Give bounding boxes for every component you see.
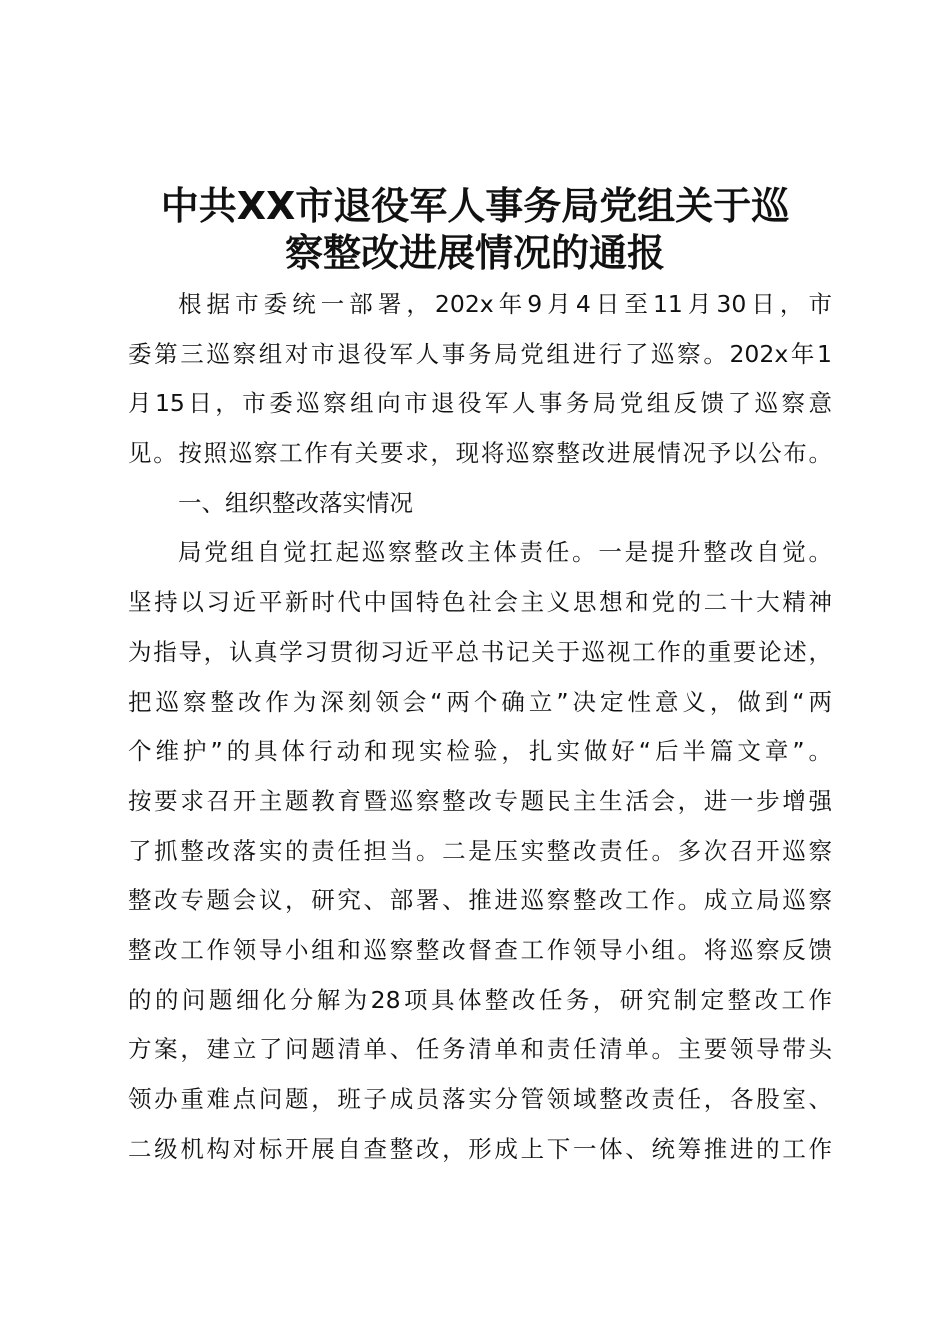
paragraph-line: 整改专题会议，研究、部署、推进巡察整改工作。成立局巡察 xyxy=(128,886,832,915)
paragraph-line: 根据市委统一部署，202x年9月4日至11月30日，市 xyxy=(178,290,832,318)
paragraph-line: 方案，建立了问题清单、任务清单和责任清单。主要领导带头 xyxy=(128,1035,832,1064)
paragraph-line: 整改工作领导小组和巡察整改督查工作领导小组。将巡察反馈 xyxy=(128,935,832,964)
paragraph-line: 二级机构对标开展自查整改，形成上下一体、统筹推进的工作 xyxy=(128,1134,832,1163)
paragraph-line: 按要求召开主题教育暨巡察整改专题民主生活会，进一步增强 xyxy=(128,786,832,815)
paragraph-line: 见。按照巡察工作有关要求，现将巡察整改进展情况予以公布。 xyxy=(128,439,832,468)
document-title xyxy=(100,183,850,277)
paragraph-line: 个维护”的具体行动和现实检验，扎实做好“后半篇文章”。 xyxy=(128,737,832,766)
paragraph-line: 委第三巡察组对市退役军人事务局党组进行了巡察。202x年1 xyxy=(128,339,832,368)
document-body xyxy=(128,280,832,1174)
paragraph-line: 把巡察整改作为深刻领会“两个确立”决定性意义，做到“两 xyxy=(128,687,832,716)
paragraph-line: 坚持以习近平新时代中国特色社会主义思想和党的二十大精神 xyxy=(128,588,832,617)
title-line: 中共XX市退役军人事务局党组关于巡 xyxy=(160,184,790,228)
paragraph-line: 的的问题细化分解为28项具体整改任务，研究制定整改工作 xyxy=(128,985,832,1014)
paragraph-line: 局党组自觉扛起巡察整改主体责任。一是提升整改自觉。 xyxy=(178,538,832,567)
paragraph-line: 了抓整改落实的责任担当。二是压实整改责任。多次召开巡察 xyxy=(128,836,832,865)
title-line: 察整改进展情况的通报 xyxy=(284,231,665,275)
paragraph-line: 月15日，市委巡察组向市退役军人事务局党组反馈了巡察意 xyxy=(128,389,832,418)
paragraph-line: 为指导，认真学习贯彻习近平总书记关于巡视工作的重要论述， xyxy=(128,637,832,666)
section-heading: 一、组织整改落实情况 xyxy=(178,488,413,517)
paragraph-line: 领办重难点问题，班子成员落实分管领域整改责任，各股室、 xyxy=(128,1085,832,1113)
